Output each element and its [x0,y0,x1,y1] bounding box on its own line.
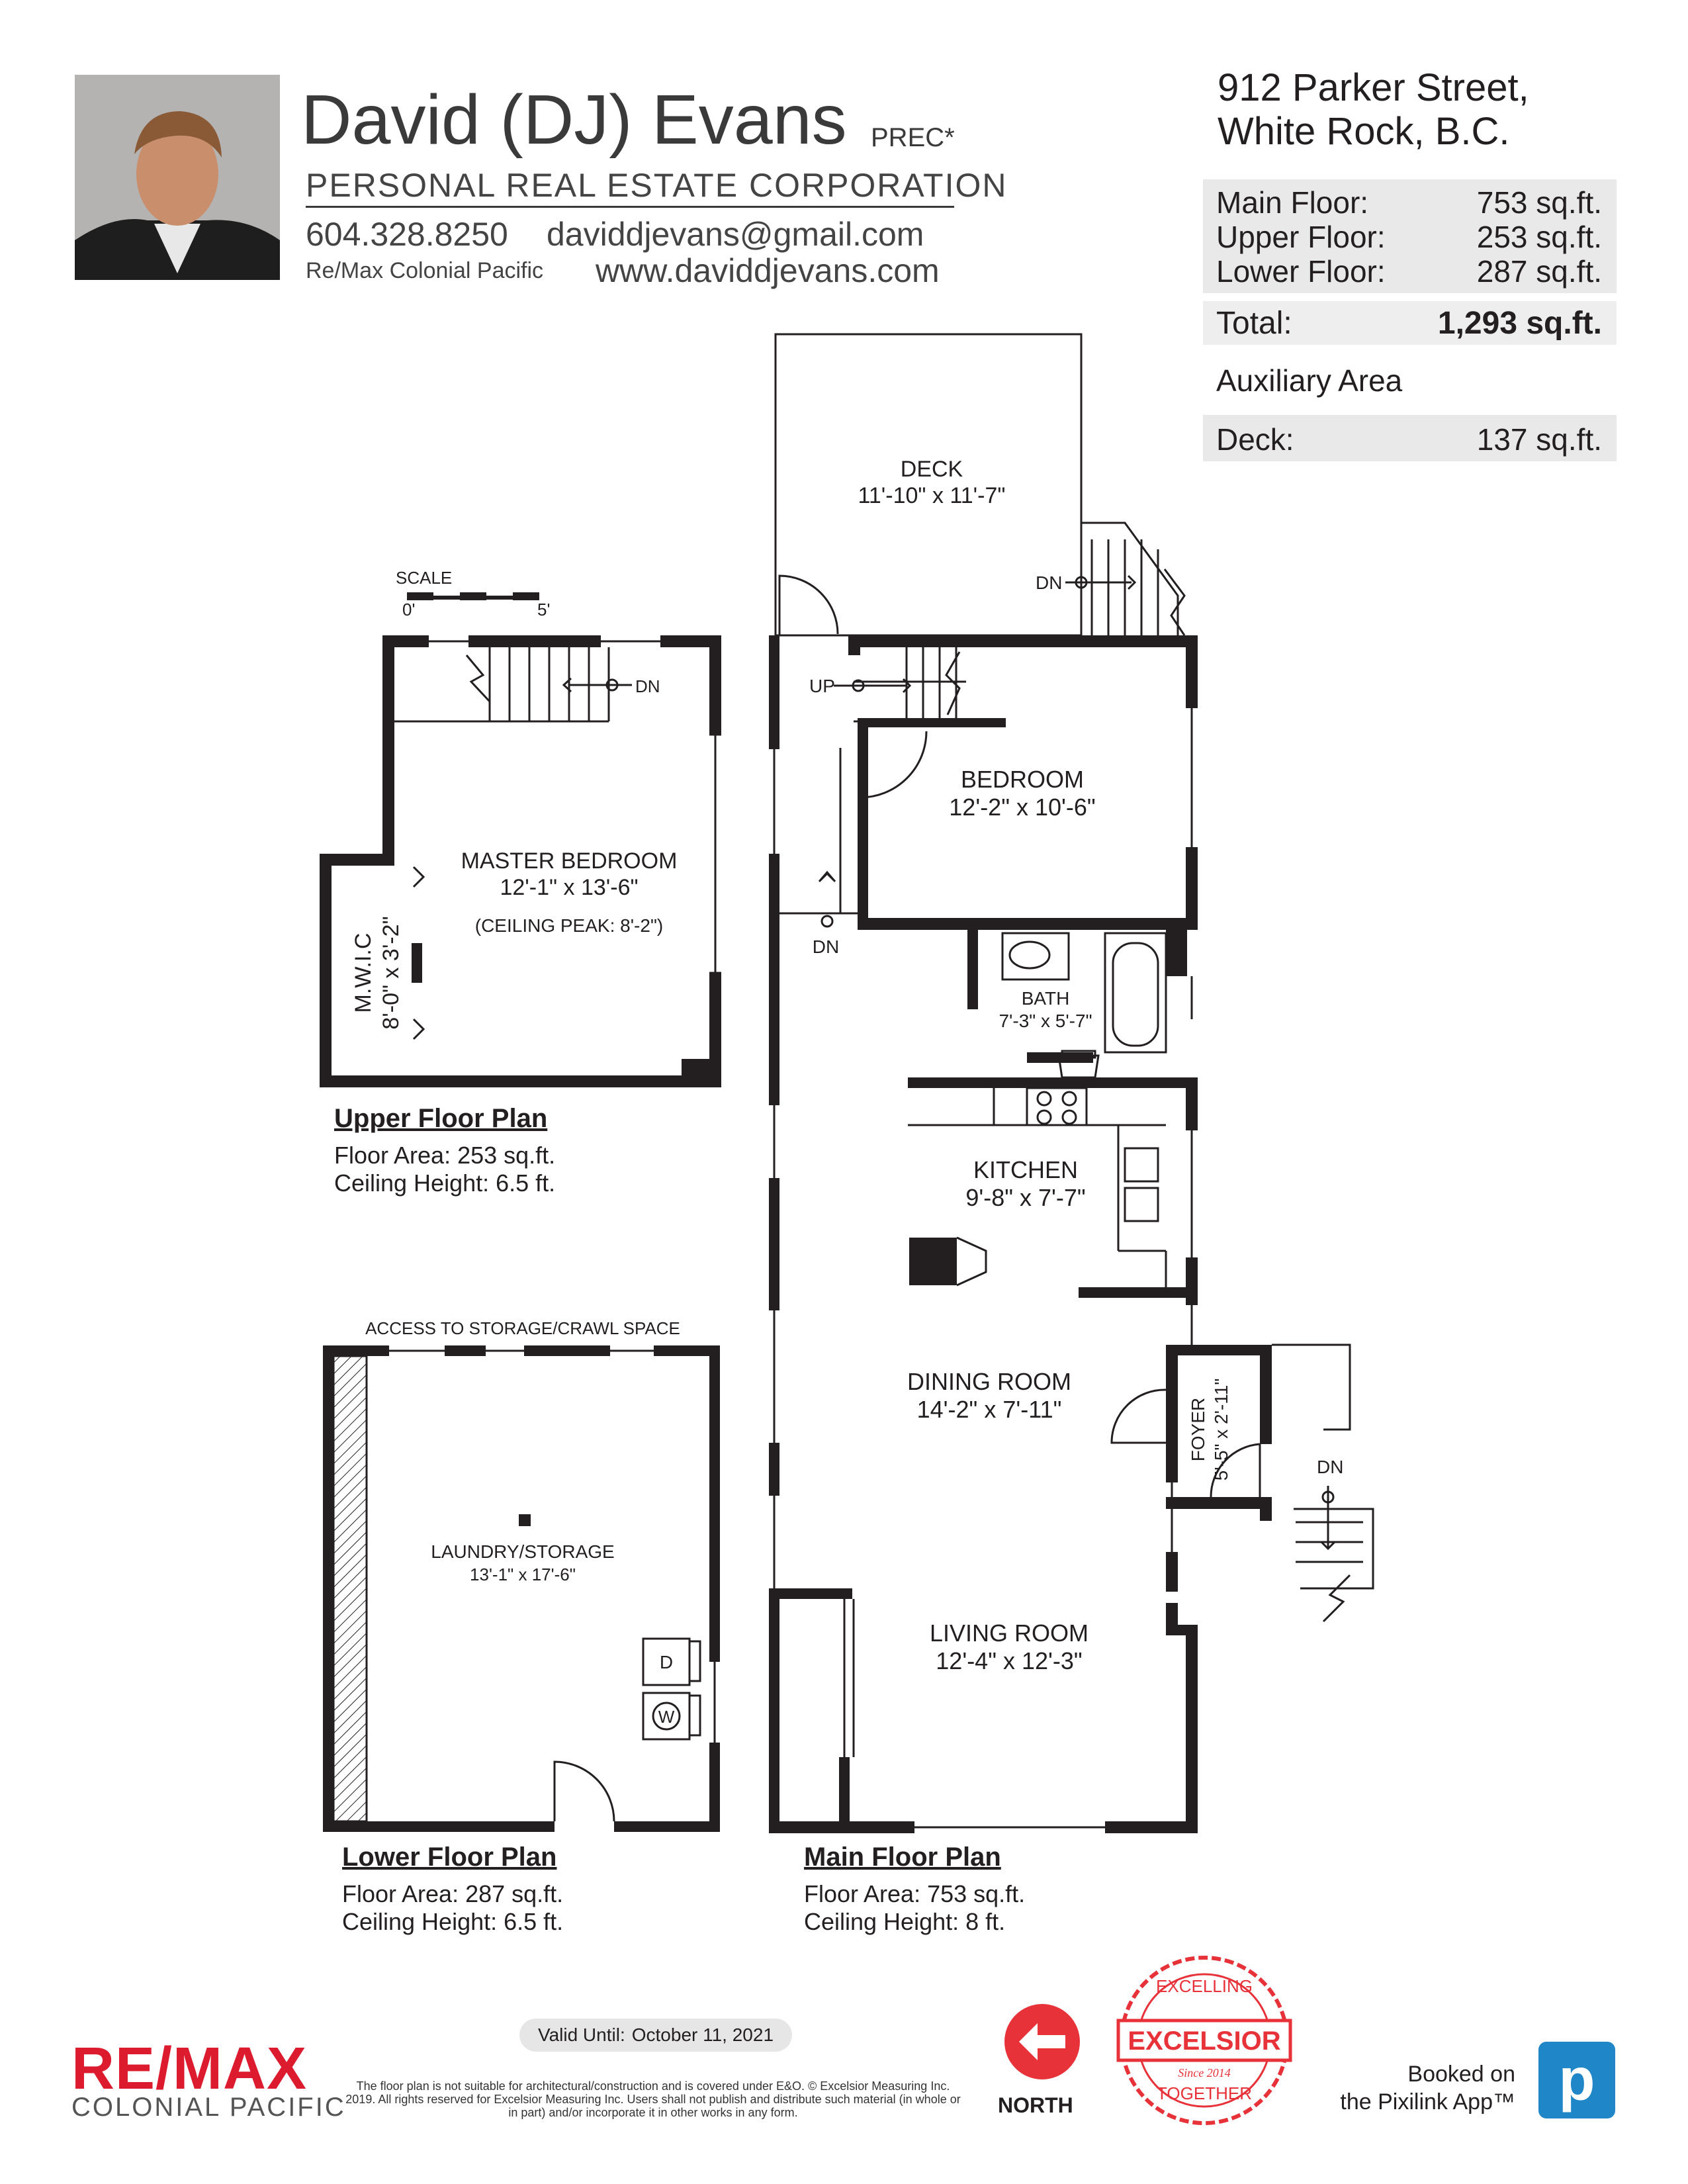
upper-floor-details [394,641,721,1039]
mwic-dims: 8'-0" x 3'-2" [378,916,404,1030]
upper-floor-labels [351,676,677,1030]
lower-floor-area: Floor Area: 287 sq.ft. [342,1880,564,1907]
washer-label: W [658,1707,675,1727]
upper-floor-ceiling: Ceiling Height: 6.5 ft. [334,1169,556,1197]
north-arrow-icon [1004,2004,1080,2079]
agent-designation: PREC* [871,123,955,152]
total-value: 1,293 sq.ft. [1437,306,1602,341]
bedroom-name: BEDROOM [960,766,1085,793]
booked-line-1: Booked on [1407,2062,1515,2087]
disclaimer: The floor plan is not suitable for architectural/construction and is covered under E&O. © Excelsior Measuring Inc. 2019. All rights reserved for Excelsior Measuring Inc. Users shall not publish and distribute such material (in whole or in part) and/or incorporate it in other works in any form. [345,2079,961,2119]
address-line-1: 912 Parker Street, [1218,66,1529,109]
remax-office: COLONIAL PACIFIC [71,2093,346,2122]
badge-main: EXCELSIOR [1128,2026,1281,2056]
main-floor-value: 753 sq.ft. [1476,185,1602,220]
mwic-name: M.W.I.C [351,933,376,1013]
badge-bottom: TOGETHER [1157,2083,1252,2103]
lower-floor-ceiling: Ceiling Height: 6.5 ft. [342,1908,564,1935]
stair-label-up: UP [809,676,835,696]
badge-since: Since 2014 [1178,2066,1231,2079]
main-floor-title: Main Floor Plan [804,1843,1001,1872]
upper-floor-title: Upper Floor Plan [334,1104,548,1133]
crawl-space-hatch [333,1356,367,1821]
valid-until-date: October 11, 2021 [631,2025,774,2045]
laundry-dims: 13'-1" x 17'-6" [470,1565,576,1584]
pixilink-booked-text [1330,2060,1515,2116]
bath-dims: 7'-3" x 5'-7" [999,1011,1092,1031]
stair-label-dn: DN [635,676,660,696]
deck-dims: 11'-10" x 11'-7" [858,483,1006,508]
upper-floor-area: Floor Area: 253 sq.ft. [334,1142,556,1169]
valid-until-badge [519,2019,792,2052]
dining-room-name: DINING ROOM [907,1368,1071,1395]
foyer-name: FOYER [1188,1397,1208,1462]
laundry-name: LAUNDRY/STORAGE [431,1541,615,1562]
scale-start: 0' [402,600,416,619]
badge-top: EXCELLING [1156,1976,1253,1996]
entry-stair-dn: DN [1317,1457,1344,1477]
master-bedroom-note: (CEILING PEAK: 8'-2") [474,915,664,936]
deck-stair-dn: DN [1036,572,1063,593]
main-floor-caption [804,1843,1025,1936]
scale-label: SCALE [396,568,453,588]
remax-logo: RE/MAX [71,2036,308,2102]
deck-value: 137 sq.ft. [1476,422,1602,457]
valid-until-label: Valid Until: [537,2025,625,2045]
kitchen-dims: 9'-8" x 7'-7" [965,1184,1086,1211]
scale-end: 5' [537,600,551,619]
master-bedroom-dims: 12'-1" x 13'-6" [500,875,639,900]
deck-name: DECK [900,457,963,482]
lower-floor-title: Lower Floor Plan [342,1843,557,1872]
agent-corporation: PERSONAL REAL ESTATE CORPORATION [306,167,1008,204]
bath-name: BATH [1021,988,1070,1009]
booked-line-2: the Pixilink App™ [1340,2089,1515,2115]
upper-floor-value: 253 sq.ft. [1476,220,1602,254]
lower-floor-label: Lower Floor: [1216,254,1386,289]
agent-website: www.daviddjevans.com [596,252,940,289]
living-room-name: LIVING ROOM [929,1619,1089,1647]
address-line-2: White Rock, B.C. [1218,110,1510,153]
dining-room-dims: 14'-2" x 7'-11" [916,1396,1062,1423]
main-stair-dn: DN [812,936,840,957]
upper-floor-caption [334,1104,555,1197]
agent-name: David (DJ) Evans [301,81,847,159]
agent-email: daviddjevans@gmail.com [547,216,924,253]
main-floor-label: Main Floor: [1216,185,1369,220]
total-label: Total: [1216,306,1292,341]
deck-label: Deck: [1216,422,1294,457]
scale-bar [396,568,550,619]
lower-floor-plan [323,1345,720,1832]
lower-floor-details [389,1351,715,1821]
foyer-dims: 5'-5" x 2'-11" [1211,1378,1231,1481]
main-floor-ceiling: Ceiling Height: 8 ft. [804,1908,1006,1935]
north-label: NORTH [998,2093,1073,2117]
main-floor-area: Floor Area: 753 sq.ft. [804,1880,1026,1907]
auxiliary-area-title: Auxiliary Area [1216,363,1403,398]
agent-brokerage: Re/Max Colonial Pacific [306,258,544,283]
kitchen-name: KITCHEN [973,1156,1079,1183]
pixilink-logo-icon: p [1538,2042,1615,2118]
upper-floor-label: Upper Floor: [1216,220,1386,254]
lower-floor-value: 287 sq.ft. [1476,254,1602,289]
master-bedroom-name: MASTER BEDROOM [461,848,678,874]
dryer-label: D [659,1652,674,1672]
bedroom-dims: 12'-2" x 10'-6" [949,794,1096,821]
living-room-dims: 12'-4" x 12'-3" [936,1647,1083,1674]
excelsior-badge-icon [1118,1958,1290,2123]
lower-floor-caption [342,1843,563,1936]
agent-phone: 604.328.8250 [306,216,508,253]
access-note: ACCESS TO STORAGE/CRAWL SPACE [365,1318,680,1338]
